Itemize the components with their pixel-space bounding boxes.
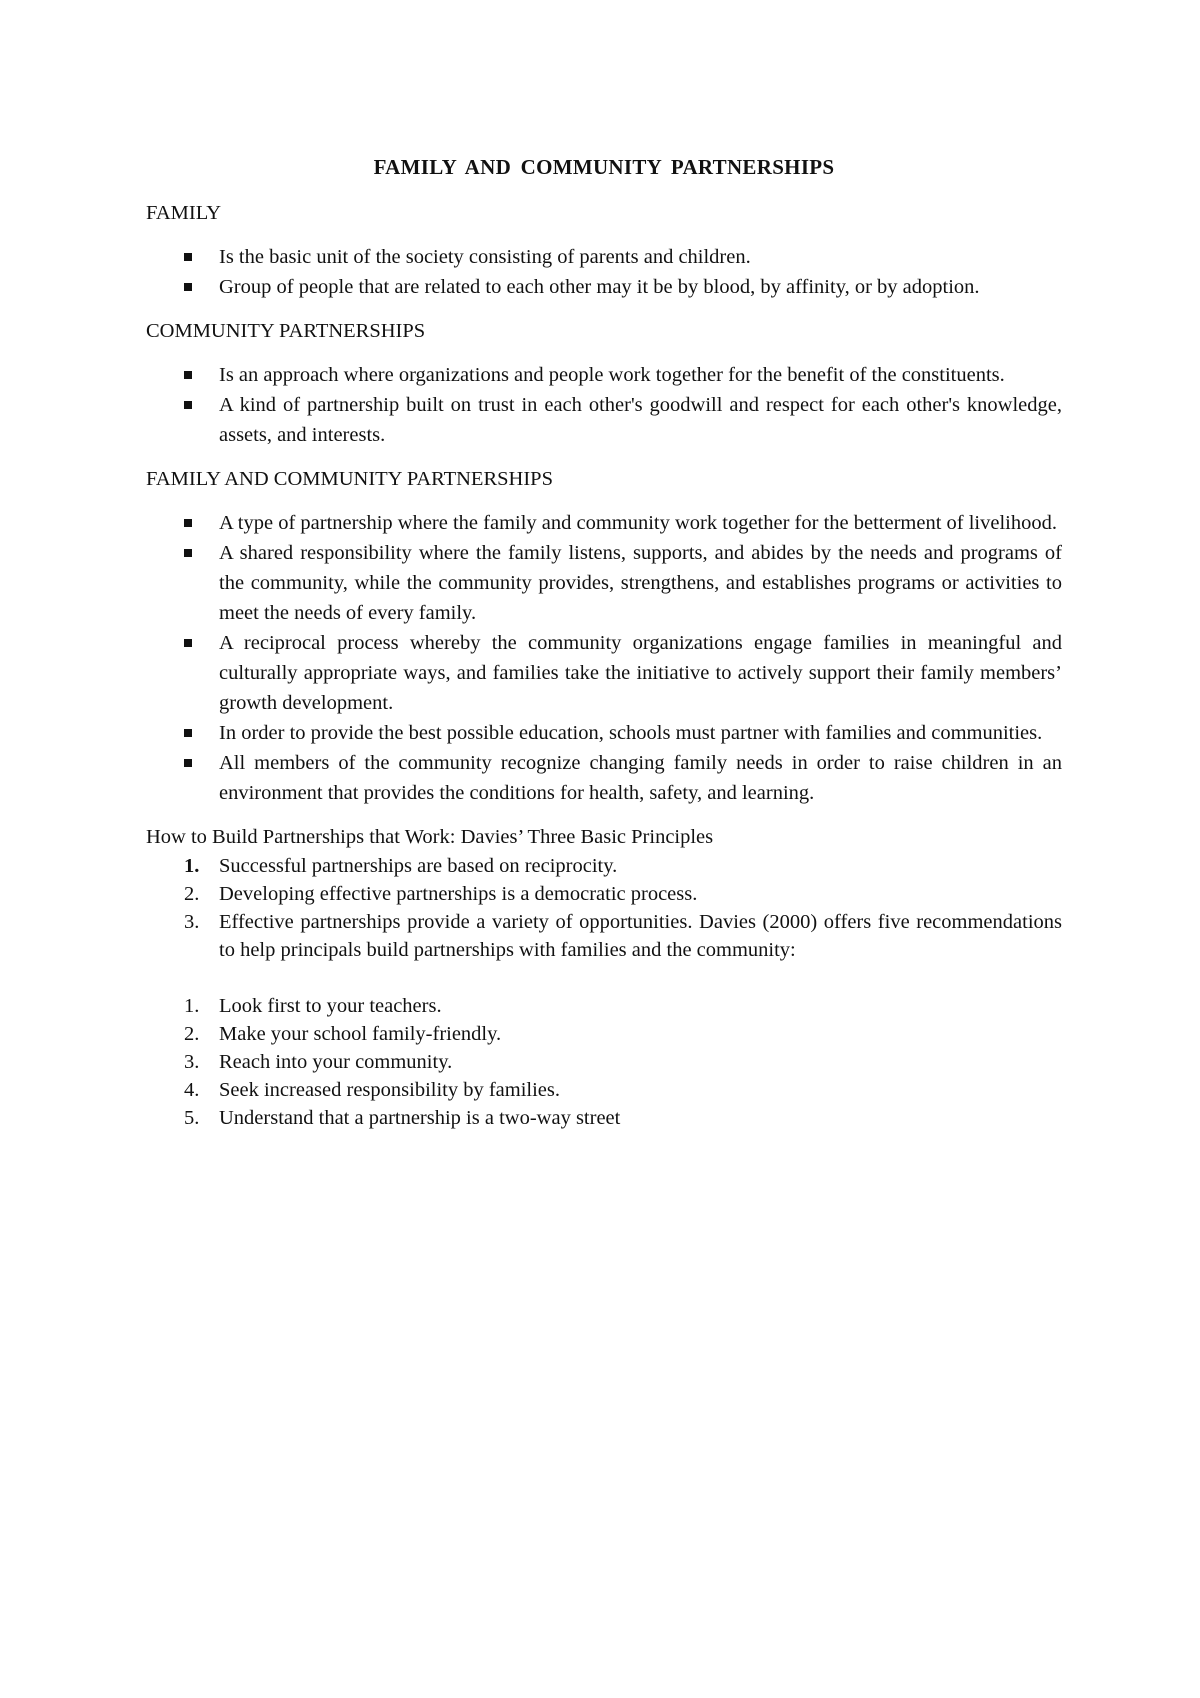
list-item: Is an approach where organizations and people work together for the benefit of the constituents. [146,360,1062,390]
section-heading-family: FAMILY [146,202,222,224]
list-item: Is the basic unit of the society consisting of parents and children. [146,242,1062,272]
list-item: 2. Make your school family-friendly. [184,1023,502,1045]
list-item: 3. Effective partnerships provide a variety of opportunities. Davies (2000) offers five recommendations to help principals build partnerships with families and the community: [184,911,1062,961]
square-bullet-icon [184,549,192,557]
list-item: A type of partnership where the family and community work together for the betterment of livelihood. [146,508,1062,538]
list-item: In order to provide the best possible education, schools must partner with families and communities. [146,718,1062,748]
document-page [146,152,1062,1132]
square-bullet-icon [184,759,192,767]
family-list [146,242,1062,302]
list-item: 3. Reach into your community. [184,1051,453,1073]
principles-intro: How to Build Partnerships that Work: Davies’ Three Basic Principles [146,826,714,848]
section-heading-fcp: FAMILY AND COMMUNITY PARTNERSHIPS [146,468,553,490]
square-bullet-icon [184,729,192,737]
list-item: 4. Seek increased responsibility by families. [184,1079,561,1101]
square-bullet-icon [184,519,192,527]
list-item: 1. Successful partnerships are based on reciprocity. [184,855,618,877]
community-list [146,360,1062,450]
square-bullet-icon [184,639,192,647]
list-item: All members of the community recognize changing family needs in order to raise children in an environment that provides the conditions for health, safety, and learning. [146,748,1062,808]
spacer [146,964,1062,992]
page-title: FAMILY AND COMMUNITY PARTNERSHIPS [373,155,835,179]
list-item: 5. Understand that a partnership is a two-way street [184,1107,621,1129]
list-item: A kind of partnership built on trust in each other's goodwill and respect for each other's knowledge, assets, and interests. [146,390,1062,450]
square-bullet-icon [184,253,192,261]
fcp-list [146,508,1062,808]
section-heading-community: COMMUNITY PARTNERSHIPS [146,320,426,342]
list-item: Group of people that are related to each other may it be by blood, by affinity, or by adoption. [146,272,1062,302]
list-item: 1. Look first to your teachers. [184,995,442,1017]
square-bullet-icon [184,371,192,379]
square-bullet-icon [184,283,192,291]
recommendations-list [146,992,1062,1132]
list-item: A reciprocal process whereby the community organizations engage families in meaningful and culturally appropriate ways, and families take the initiative to actively support their family members’ growth development. [146,628,1062,718]
principles-list [146,852,1062,964]
square-bullet-icon [184,401,192,409]
list-item: 2. Developing effective partnerships is a democratic process. [184,883,698,905]
list-item: A shared responsibility where the family listens, supports, and abides by the needs and programs of the community, while the community provides, strengthens, and establishes programs or activities to meet the needs of every family. [146,538,1062,628]
